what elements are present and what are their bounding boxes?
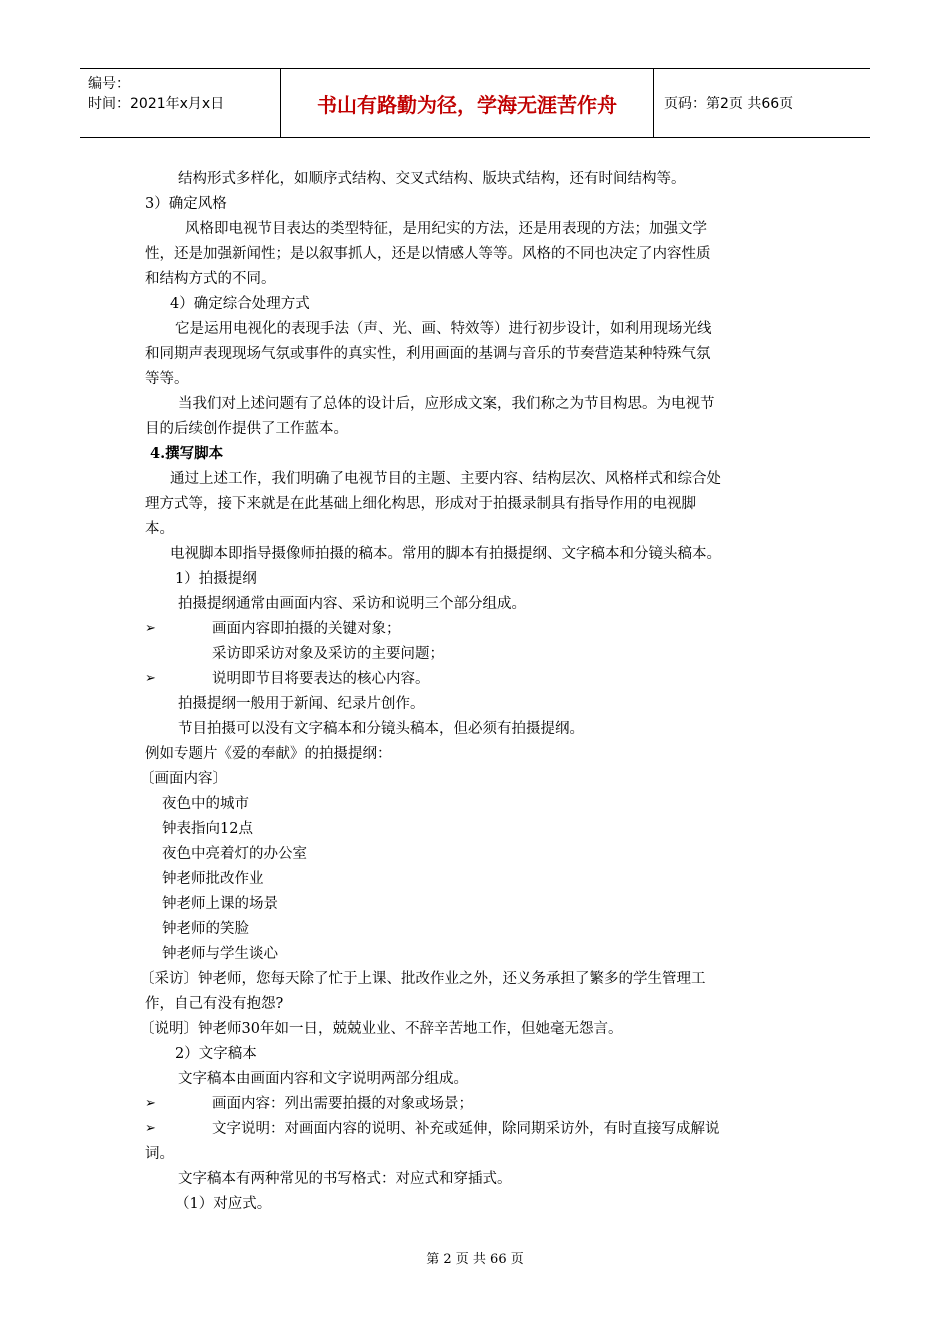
subheading: 2）文字稿本 — [175, 1046, 257, 1062]
paragraph-line: 结构形式多样化，如顺序式结构、交叉式结构、版块式结构，还有时间结构等。 — [178, 171, 686, 187]
outline-item: 夜色中亮着灯的办公室 — [162, 846, 307, 862]
paragraph-line: 文字稿本有两种常见的书写格式：对应式和穿插式。 — [178, 1171, 512, 1187]
outline-item: 钟老师的笑脸 — [162, 921, 249, 937]
section-heading: 4.撰写脚本 — [150, 445, 224, 462]
header-page-info: 页码：第2页 共66页 — [664, 96, 794, 112]
bullet-arrow-icon: ➢ — [145, 1096, 156, 1111]
bullet-text: 文字说明：对画面内容的说明、补充或延伸，除同期采访外，有时直接写成解说 — [212, 1121, 720, 1137]
bullet-arrow-icon: ➢ — [145, 1121, 156, 1136]
header-motto: 书山有路勤为径，学海无涯苦作舟 — [281, 69, 654, 137]
outline-item: 钟老师上课的场景 — [162, 896, 278, 912]
paragraph-line: 风格即电视节目表达的类型特征，是用纪实的方法，还是用表现的方法；加强文学 — [185, 221, 707, 237]
paragraph-line: 节目拍摄可以没有文字稿本和分镜头稿本，但必须有拍摄提纲。 — [178, 721, 584, 737]
paragraph-line: 性，还是加强新闻性；是以叙事抓人，还是以情感人等等。风格的不同也决定了内容性质 — [145, 246, 711, 262]
subheading: （1）对应式。 — [175, 1196, 272, 1212]
header-meta — [80, 69, 281, 137]
outline-item: 钟老师批改作业 — [162, 871, 264, 887]
paragraph-line: 和结构方式的不同。 — [145, 271, 276, 287]
bullet-text: 画面内容：列出需要拍摄的对象或场景； — [212, 1096, 473, 1112]
number-label: 编号： — [88, 76, 130, 92]
bullet-text: 画面内容即拍摄的关键对象； — [212, 621, 401, 637]
time-label: 时间：2021年x月x日 — [88, 96, 225, 112]
paragraph-line: 采访即采访对象及采访的主要问题； — [212, 646, 444, 662]
interview-line: 作，自己有没有抱怨? — [145, 996, 284, 1012]
outline-item: 钟表指向12点 — [162, 821, 253, 837]
page-footer: 第 2 页 共 66 页 — [426, 1252, 524, 1267]
outline-item: 钟老师与学生谈心 — [162, 946, 278, 962]
bullet-arrow-icon: ➢ — [145, 671, 156, 686]
paragraph-line: 本。 — [145, 521, 174, 537]
subheading: 4）确定综合处理方式 — [170, 296, 310, 312]
paragraph-line: 文字稿本由画面内容和文字说明两部分组成。 — [178, 1071, 468, 1087]
paragraph-line: 目的后续创作提供了工作蓝本。 — [145, 421, 348, 437]
paragraph-line: 电视脚本即指导摄像师拍摄的稿本。常用的脚本有拍摄提纲、文字稿本和分镜头稿本。 — [170, 546, 721, 562]
outline-label: 〔画面内容〕 — [140, 771, 227, 787]
paragraph-line: 它是运用电视化的表现手法（声、光、画、特效等）进行初步设计，如利用现场光线 — [175, 321, 712, 337]
bullet-arrow-icon: ➢ — [145, 621, 156, 636]
interview-line: 〔采访〕钟老师，您每天除了忙于上课、批改作业之外，还义务承担了繁多的学生管理工 — [140, 971, 706, 987]
subheading: 3）确定风格 — [145, 196, 227, 212]
paragraph-line: 通过上述工作，我们明确了电视节目的主题、主要内容、结构层次、风格样式和综合处 — [170, 471, 721, 487]
paragraph-line: 拍摄提纲通常由画面内容、采访和说明三个部分组成。 — [178, 596, 526, 612]
paragraph-line: 拍摄提纲一般用于新闻、纪录片创作。 — [178, 696, 425, 712]
bullet-text: 说明即节目将要表达的核心内容。 — [212, 671, 430, 687]
page-header — [80, 68, 870, 138]
paragraph-line: 等等。 — [145, 371, 189, 387]
paragraph-line: 当我们对上述问题有了总体的设计后，应形成文案，我们称之为节目构思。为电视节 — [178, 396, 715, 412]
paragraph-line: 例如专题片《爱的奉献》的拍摄提纲： — [145, 746, 392, 762]
paragraph-line: 词。 — [145, 1146, 174, 1162]
outline-item: 夜色中的城市 — [162, 796, 249, 812]
note-line: 〔说明〕钟老师30年如一日，兢兢业业、不辞辛苦地工作，但她毫无怨言。 — [140, 1021, 623, 1037]
subheading: 1）拍摄提纲 — [175, 571, 257, 587]
paragraph-line: 和同期声表现现场气氛或事件的真实性，利用画面的基调与音乐的节奏营造某种特殊气氛 — [145, 346, 711, 362]
paragraph-line: 理方式等，接下来就是在此基础上细化构思，形成对于拍摄录制具有指导作用的电视脚 — [145, 496, 696, 512]
